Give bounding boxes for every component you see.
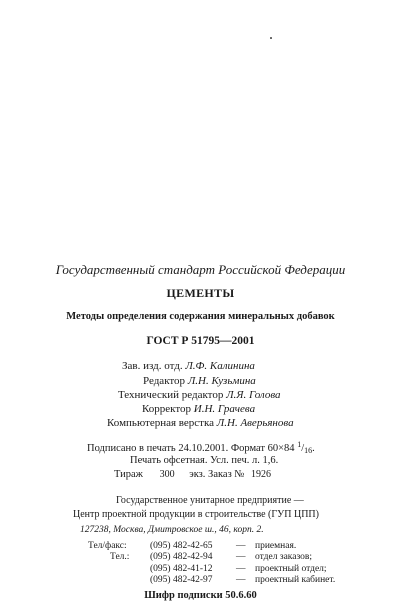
phone-number: (095) 482-41-12 — [150, 564, 213, 574]
phone-desc: приемная. — [255, 541, 297, 551]
phone-dash: — — [236, 541, 246, 551]
credit-line — [143, 375, 256, 387]
credit-line — [122, 360, 255, 372]
credit-role: Редактор — [143, 375, 186, 387]
credit-line — [142, 403, 255, 415]
credit-name: И.Н. Грачева — [193, 403, 256, 415]
credit-line — [107, 417, 294, 429]
phone-number: (095) 482-42-97 — [150, 575, 213, 585]
print-type-line: Печать офсетная. Усл. печ. л. 1,6. — [130, 455, 279, 466]
format-dot: . — [312, 443, 315, 454]
credit-role: Компьютерная верстка — [107, 417, 215, 429]
subscription-cipher: Шифр подписки 50.6.60 — [144, 590, 257, 601]
paper-speck — [270, 37, 272, 39]
phone-dash: — — [236, 552, 246, 562]
phone-number: (095) 482-42-94 — [150, 552, 213, 562]
run-label: Тираж — [114, 469, 143, 480]
credit-name: Л.Я. Голова — [226, 389, 281, 401]
format-slash: / — [301, 443, 305, 454]
run-value: 300 — [159, 469, 175, 480]
phone-dash: — — [236, 575, 246, 585]
phone-label: Тел.: — [110, 552, 130, 562]
signed-line — [87, 440, 315, 455]
run-line — [114, 469, 271, 480]
format-denominator: 16 — [304, 446, 313, 455]
phone-desc: проектный отдел; — [255, 564, 327, 574]
phone-desc: проектный кабинет. — [255, 575, 336, 585]
format-numerator: 1 — [297, 440, 302, 449]
signed-label: Подписано в печать 24.10.2001. Формат 60×84 — [87, 443, 298, 454]
credit-line — [118, 389, 281, 401]
credit-role: Зав. изд. отд. — [122, 360, 183, 372]
document-subtitle: Методы определения содержания минеральных добавок — [66, 311, 335, 322]
credit-name: Л.Н. Аверьянова — [216, 417, 294, 429]
order-label: экз. Заказ № — [189, 469, 245, 480]
publisher-line2: Центр проектной продукции в строительстве (ГУП ЦПП) — [73, 509, 319, 520]
phone-label: Тел/факс: — [88, 541, 127, 551]
phone-number: (095) 482-42-65 — [150, 541, 213, 551]
document-title: ЦЕМЕНТЫ — [166, 286, 235, 300]
credit-name: Л.Ф. Калинина — [185, 360, 255, 372]
phone-desc: отдел заказов; — [255, 552, 313, 562]
credit-role: Корректор — [142, 403, 192, 415]
phone-dash: — — [236, 564, 246, 574]
credit-name: Л.Н. Кузьмина — [187, 375, 256, 387]
credit-role: Технический редактор — [118, 389, 224, 401]
publisher-address: 127238, Москва, Дмитровское ш., 46, корп. 2. — [80, 525, 264, 535]
standard-line: Государственный стандарт Российской Федерации — [55, 262, 346, 277]
order-value: 1926 — [251, 469, 271, 480]
publisher-line1: Государственное унитарное предприятие — — [116, 495, 304, 506]
gost-number: ГОСТ Р 51795—2001 — [146, 335, 255, 347]
